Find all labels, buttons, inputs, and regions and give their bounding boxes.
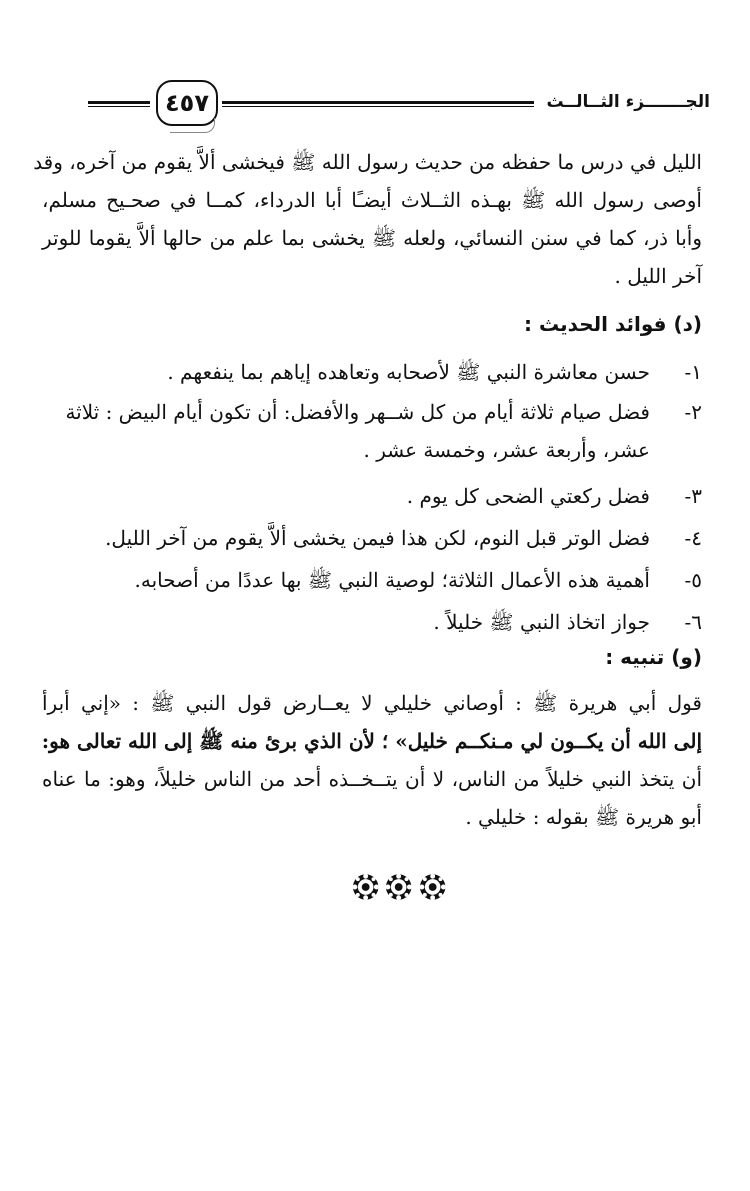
list-item — [42, 353, 702, 391]
text-line: أن يتخذ النبي خليلاً من الناس، لا أن يتــخــذه أحد من الناس خليلاً، وهو: ما عناه — [42, 767, 702, 791]
text-line: الليل في درس ما حفظه من حديث رسول الله ﷺ فيخشى ألاَّ يقوم من آخره، وقد — [33, 150, 702, 174]
item-number: ٥- — [684, 568, 702, 592]
page-number: ٤٥٧ — [165, 89, 209, 117]
item-number: ٢- — [684, 400, 702, 424]
note-section — [42, 638, 702, 836]
list-item — [42, 477, 702, 515]
item-text: فضل صيام ثلاثة أيام من كل شــهر والأفضل: أن تكون أيام البيض : ثلاثة — [65, 400, 650, 424]
item-text: عشر، وأربعة عشر، وخمسة عشر . — [363, 438, 650, 462]
item-number: ٦- — [684, 610, 702, 634]
list-item — [42, 519, 702, 557]
text-line: وأبا ذر، كما في سنن النسائي، ولعله ﷺ يخشى بما علم من حالها ألاَّ يقوما للوتر — [42, 226, 702, 250]
page-header — [70, 70, 710, 140]
paragraph-intro — [33, 143, 702, 295]
text-line: قول أبي هريرة ﷺ : أوصاني خليلي لا يعــارض قول النبي ﷺ : «إني أبرأ — [42, 691, 702, 715]
page-number-tab-curve — [170, 118, 215, 133]
text-line: أبو هريرة ﷺ بقوله : خليلي . — [465, 805, 702, 829]
header-rule — [222, 101, 534, 107]
list-item — [42, 561, 702, 599]
item-number: ٤- — [684, 526, 702, 550]
text-line: آخر الليل . — [614, 264, 702, 288]
text-line: أوصى رسول الله ﷺ بهـذه الثــلاث أيضـًا أبا الدرداء، كمــا في صحـيح مسلم، — [42, 188, 702, 212]
flower-ornament-icon — [418, 872, 447, 902]
running-title: الجـــــــزء الثــالــث — [546, 92, 710, 112]
item-text: أهمية هذه الأعمال الثلاثة؛ لوصية النبي ﷺ بها عددًا من أصحابه. — [134, 568, 650, 592]
section-heading: (و) تنبيه : — [605, 645, 702, 669]
header-rule-left — [88, 101, 150, 107]
item-number: ٣- — [684, 484, 702, 508]
section-end-ornament — [351, 872, 447, 906]
flower-ornament-icon — [351, 872, 380, 902]
section-heading: (د) فوائد الحديث : — [524, 312, 702, 336]
list-item — [42, 603, 702, 641]
flower-ornament-icon — [384, 872, 413, 902]
item-text: فضل ركعتي الضحى كل يوم . — [406, 484, 650, 508]
item-text: جواز اتخاذ النبي ﷺ خليلاً . — [433, 610, 650, 634]
item-number: ١- — [684, 360, 702, 384]
list-item-continuation — [42, 431, 702, 469]
item-text: حسن معاشرة النبي ﷺ لأصحابه وتعاهده إياهم بما ينفعهم . — [167, 360, 650, 384]
list-item — [42, 393, 702, 431]
item-text: فضل الوتر قبل النوم، لكن هذا فيمن يخشى ألاَّ يقوم من آخر الليل. — [105, 526, 650, 550]
benefits-section — [42, 305, 702, 641]
text-line: إلى الله أن يكــون لي مـنكــم خليل» ؛ لأن الذي برئ منه ﷺ إلى الله تعالى هو: — [41, 729, 702, 753]
